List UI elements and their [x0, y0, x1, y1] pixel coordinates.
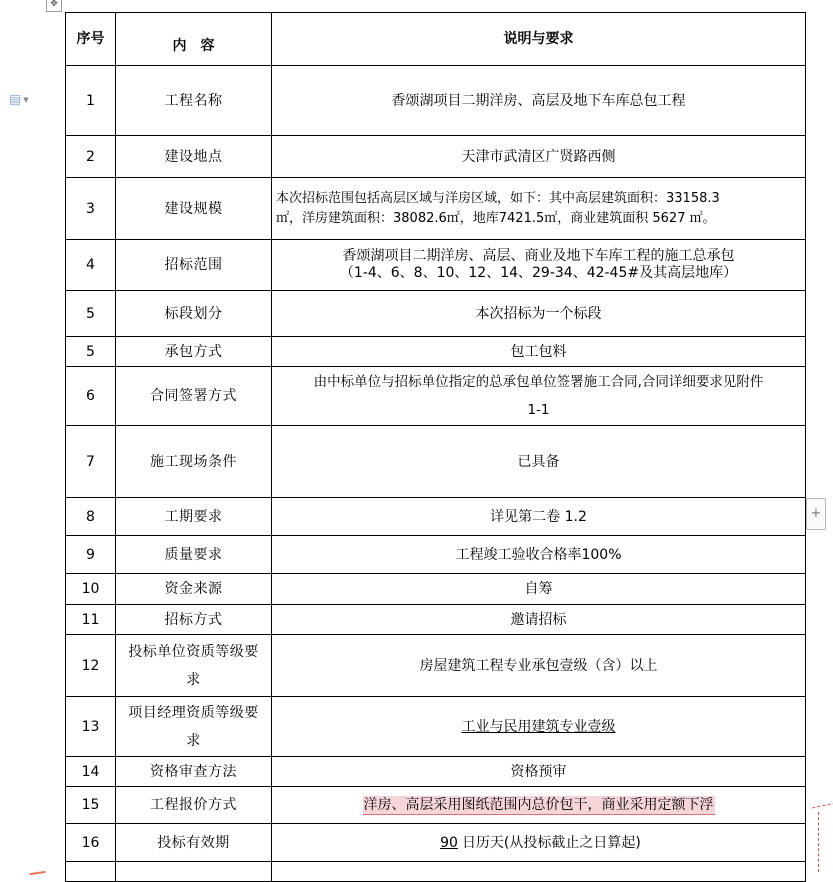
table-row — [66, 178, 806, 240]
row-number: 8 — [66, 498, 116, 536]
row-description: 邀请招标 — [272, 605, 806, 635]
bidding-requirements-table — [65, 12, 806, 882]
row-number: 11 — [66, 605, 116, 635]
corner-mark — [30, 871, 47, 881]
table-row — [66, 240, 806, 291]
row-item: 投标有效期 — [116, 824, 272, 862]
row-item-line: 投标单位资质等级要 — [128, 643, 259, 660]
row-description-line: 由中标单位与招标单位指定的总承包单位签署施工合同,合同详细要求见附件 — [313, 374, 764, 390]
validity-days-suffix: 日历天(从投标截止之日算起) — [461, 834, 641, 851]
header-no: 序号 — [66, 13, 116, 66]
row-number: 10 — [66, 574, 116, 605]
table-row — [66, 574, 806, 605]
row-description: 本次招标为一个标段 — [272, 291, 806, 337]
table-row — [66, 824, 806, 862]
table-row — [66, 787, 806, 824]
row-number: 16 — [66, 824, 116, 862]
row-description: 自筹 — [272, 574, 806, 605]
row-description — [272, 178, 806, 240]
row-description-line: （1-4、6、8、10、12、14、29-34、42-45#及其高层地库） — [339, 265, 738, 281]
row-item: 承包方式 — [116, 337, 272, 367]
row-description-line: 1-1 — [527, 402, 550, 418]
table-row — [66, 291, 806, 337]
row-description-line: ㎡，洋房建筑面积：38082.6㎡，地库7421.5㎡，商业建筑面积 5627 ㎡。 — [276, 210, 716, 226]
row-item: 标段划分 — [116, 291, 272, 337]
table-row — [66, 337, 806, 367]
row-item-line: 项目经理资质等级要 — [128, 704, 259, 721]
row-description: 详见第二卷 1.2 — [272, 498, 806, 536]
row-item: 招标方式 — [116, 605, 272, 635]
row-item — [116, 697, 272, 757]
row-description — [272, 240, 806, 291]
row-number: 15 — [66, 787, 116, 824]
table-header-row — [66, 13, 806, 66]
table-row — [66, 367, 806, 426]
header-description: 说明与要求 — [272, 13, 806, 66]
row-number: 5 — [66, 337, 116, 367]
revision-mark-line — [818, 812, 820, 872]
table-row — [66, 536, 806, 574]
validity-days: 90 — [440, 834, 458, 851]
chevron-down-icon[interactable]: ▼ — [23, 96, 29, 104]
table-row — [66, 697, 806, 757]
row-description: 房屋建筑工程专业承包壹级（含）以上 — [272, 635, 806, 697]
row-description — [272, 697, 806, 757]
row-item: 施工现场条件 — [116, 426, 272, 498]
row-number: 3 — [66, 178, 116, 240]
table-row — [66, 498, 806, 536]
underlined-description: 工业与民用建筑专业壹级 — [461, 718, 616, 735]
row-item: 合同签署方式 — [116, 367, 272, 426]
row-number: 6 — [66, 367, 116, 426]
row-description — [272, 824, 806, 862]
row-number: 2 — [66, 136, 116, 178]
row-number: 4 — [66, 240, 116, 291]
row-description: 资格预审 — [272, 757, 806, 787]
row-description: 包工包料 — [272, 337, 806, 367]
row-description-line: 本次招标范围包括高层区域与洋房区域，如下：其中高层建筑面积：33158.3 — [276, 190, 720, 206]
row-description: 已具备 — [272, 426, 806, 498]
row-item: 招标范围 — [116, 240, 272, 291]
row-item-line: 求 — [186, 732, 201, 749]
add-column-plus-icon[interactable]: + — [806, 498, 826, 530]
row-item: 工程报价方式 — [116, 787, 272, 824]
table-row — [66, 426, 806, 498]
row-item: 资格审查方法 — [116, 757, 272, 787]
row-number: 12 — [66, 635, 116, 697]
revision-mark-line — [812, 803, 833, 810]
document-icon[interactable]: ▤ ▼ — [9, 92, 29, 108]
row-description-line: 香颂湖项目二期洋房、高层、商业及地下车库工程的施工总承包 — [342, 248, 735, 264]
tracked-change-highlight[interactable]: 洋房、高层采用图纸范围内总价包干，商业采用定额下浮 — [363, 797, 714, 813]
table-row — [66, 605, 806, 635]
row-description — [272, 787, 806, 824]
row-description: 香颂湖项目二期洋房、高层及地下车库总包工程 — [272, 66, 806, 136]
header-content: 内 容 — [116, 13, 272, 66]
table-row — [66, 136, 806, 178]
row-item-line: 求 — [186, 671, 201, 688]
row-number: 7 — [66, 426, 116, 498]
table-row — [66, 635, 806, 697]
table-move-handle-icon[interactable]: ✥ — [46, 0, 62, 12]
row-number: 9 — [66, 536, 116, 574]
row-item: 资金来源 — [116, 574, 272, 605]
row-description: 工程竣工验收合格率100% — [272, 536, 806, 574]
row-item: 建设规模 — [116, 178, 272, 240]
row-description: 天津市武清区广贤路西侧 — [272, 136, 806, 178]
row-item: 质量要求 — [116, 536, 272, 574]
row-description — [272, 367, 806, 426]
table-row — [66, 66, 806, 136]
row-item: 建设地点 — [116, 136, 272, 178]
row-number: 14 — [66, 757, 116, 787]
row-item: 工程名称 — [116, 66, 272, 136]
row-number: 13 — [66, 697, 116, 757]
table-row — [66, 757, 806, 787]
row-number: 5 — [66, 291, 116, 337]
row-item — [116, 635, 272, 697]
row-item: 工期要求 — [116, 498, 272, 536]
row-number: 1 — [66, 66, 116, 136]
